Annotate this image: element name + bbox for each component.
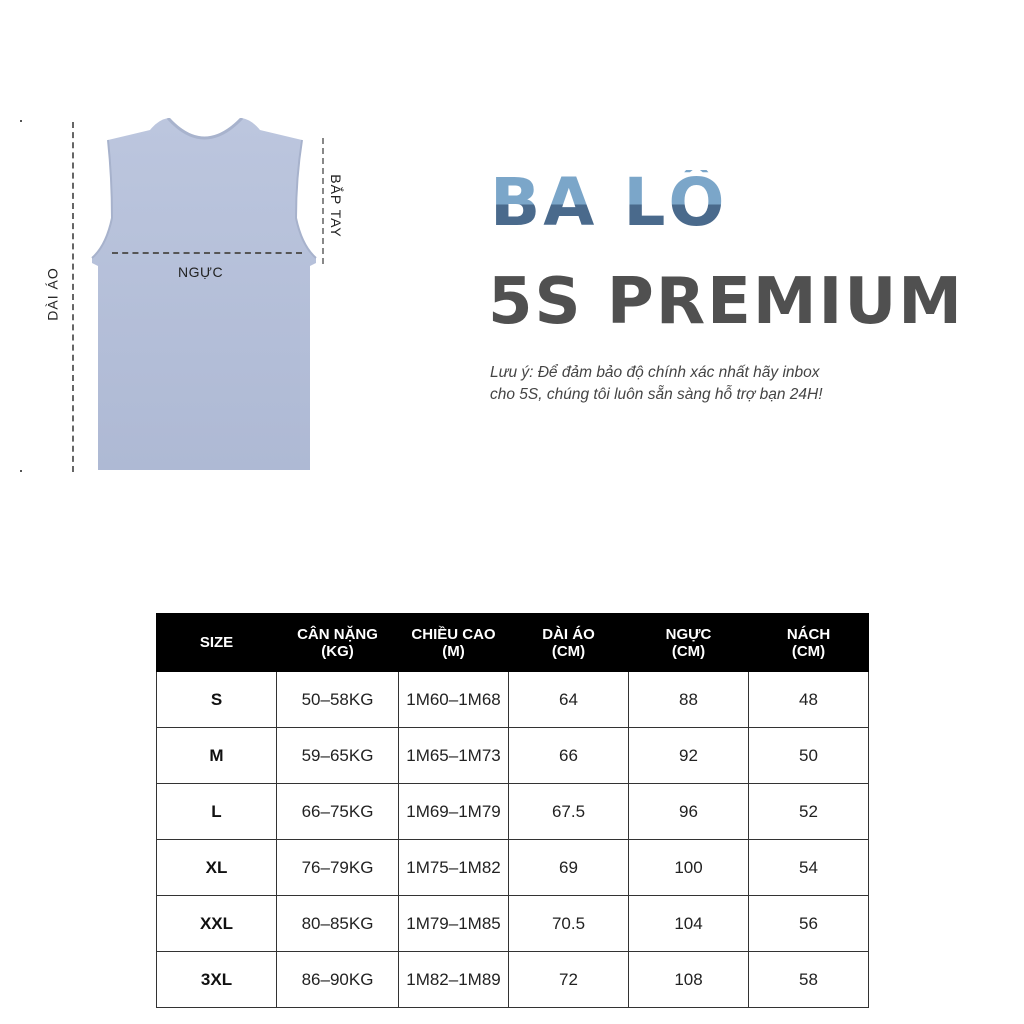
armhole-measure-line: [322, 138, 324, 264]
cell-chest: 100: [629, 840, 749, 896]
cell-length: 72: [509, 952, 629, 1008]
cell-weight: 59–65KG: [277, 728, 399, 784]
cell-chest: 88: [629, 672, 749, 728]
cell-armhole: 56: [749, 896, 869, 952]
cell-length: 64: [509, 672, 629, 728]
chest-measure-line: [112, 252, 302, 254]
cell-height: 1M75–1M82: [399, 840, 509, 896]
note-line-2: cho 5S, chúng tôi luôn sẵn sàng hỗ trợ bạn 24H!: [490, 386, 823, 403]
garment-illustration: [0, 100, 380, 490]
cell-armhole: 52: [749, 784, 869, 840]
armhole-label: BẮP TAY: [327, 174, 344, 238]
length-measure-line: [72, 122, 74, 472]
sizing-note: [490, 362, 930, 406]
header-weight: CÂN NẶNG (KG): [277, 614, 399, 672]
cell-length: 67.5: [509, 784, 629, 840]
cell-size: XXL: [157, 896, 277, 952]
table-row: [157, 896, 869, 952]
note-line-1: Lưu ý: Để đảm bảo độ chính xác nhất hãy inbox: [490, 364, 820, 381]
table-row: [157, 728, 869, 784]
cell-height: 1M82–1M89: [399, 952, 509, 1008]
cell-armhole: 50: [749, 728, 869, 784]
header-chest: NGỰC (CM): [629, 614, 749, 672]
cell-armhole: 54: [749, 840, 869, 896]
cell-weight: 86–90KG: [277, 952, 399, 1008]
chest-label: NGỰC: [178, 264, 224, 280]
cell-armhole: 58: [749, 952, 869, 1008]
cell-size: XL: [157, 840, 277, 896]
corner-mark: [20, 120, 22, 122]
table-row: [157, 784, 869, 840]
cell-weight: 80–85KG: [277, 896, 399, 952]
cell-height: 1M69–1M79: [399, 784, 509, 840]
cell-chest: 92: [629, 728, 749, 784]
cell-size: M: [157, 728, 277, 784]
cell-armhole: 48: [749, 672, 869, 728]
cell-weight: 50–58KG: [277, 672, 399, 728]
table-row: [157, 672, 869, 728]
size-chart-table: [156, 613, 869, 1008]
cell-height: 1M79–1M85: [399, 896, 509, 952]
cell-size: L: [157, 784, 277, 840]
cell-size: S: [157, 672, 277, 728]
cell-length: 69: [509, 840, 629, 896]
cell-length: 66: [509, 728, 629, 784]
table-header-row: [157, 614, 869, 672]
header-size: SIZE: [157, 614, 277, 672]
cell-chest: 104: [629, 896, 749, 952]
product-line-title: 5S PREMIUM: [488, 265, 964, 339]
cell-height: 1M60–1M68: [399, 672, 509, 728]
cell-weight: 76–79KG: [277, 840, 399, 896]
cell-chest: 96: [629, 784, 749, 840]
header-length: DÀI ÁO (CM): [509, 614, 629, 672]
product-category-title: BA LỖ: [490, 164, 728, 241]
corner-mark: [20, 470, 22, 472]
cell-weight: 66–75KG: [277, 784, 399, 840]
header-height: CHIỀU CAO (M): [399, 614, 509, 672]
header-armhole: NÁCH (CM): [749, 614, 869, 672]
table-row: [157, 840, 869, 896]
cell-size: 3XL: [157, 952, 277, 1008]
tank-top-icon: [90, 118, 320, 473]
cell-chest: 108: [629, 952, 749, 1008]
length-label: DÀI ÁO: [44, 267, 61, 321]
cell-height: 1M65–1M73: [399, 728, 509, 784]
table-row: [157, 952, 869, 1008]
cell-length: 70.5: [509, 896, 629, 952]
